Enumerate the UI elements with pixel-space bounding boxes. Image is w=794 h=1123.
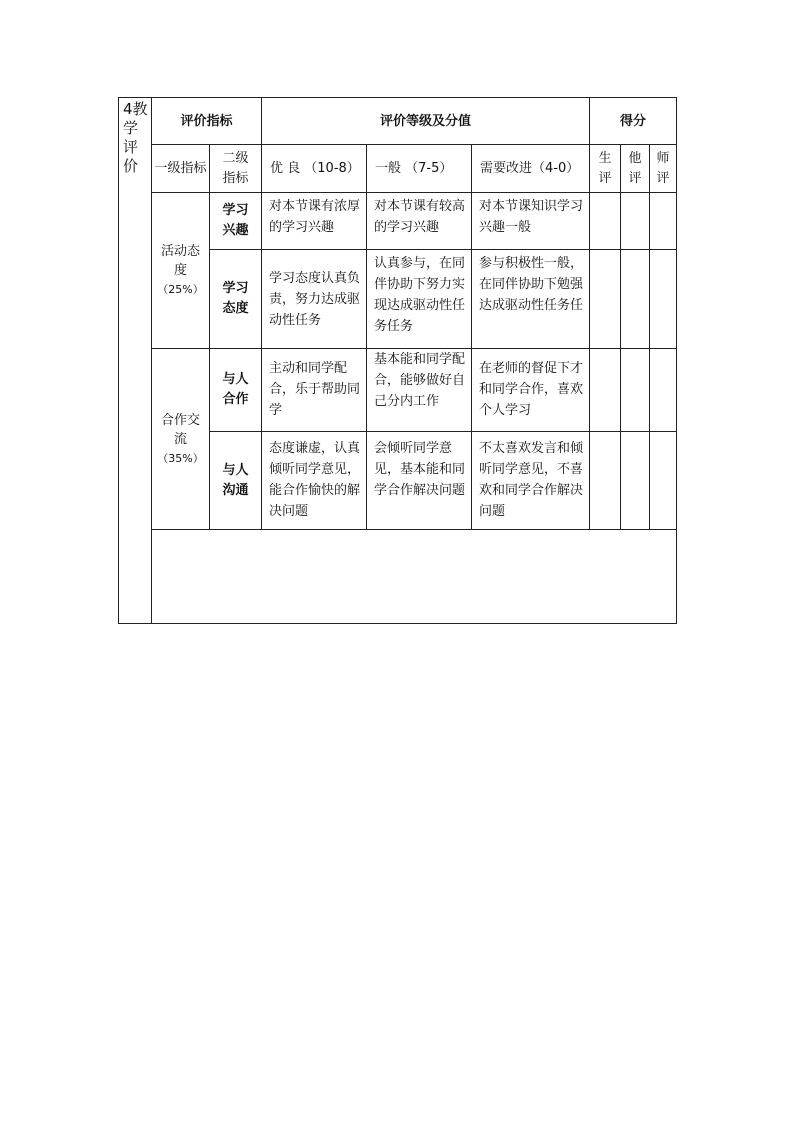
average-desc: 对本节课有较高的学习兴趣 — [367, 193, 472, 250]
peer-eval-text: 他评 — [628, 150, 642, 186]
first-indicator-activity — [152, 193, 210, 349]
evaluation-table — [118, 97, 677, 624]
table-row — [119, 193, 677, 250]
second-indicator-text: 与人沟通 — [222, 462, 249, 498]
improve-desc: 对本节课知识学习兴趣一般 — [472, 193, 590, 250]
teacher-score-cell[interactable] — [650, 193, 677, 250]
self-score-cell[interactable] — [590, 432, 621, 530]
empty-cell — [152, 530, 677, 624]
improve-desc: 不太喜欢发言和倾听同学意见，不喜欢和同学合作解决问题 — [472, 432, 590, 530]
self-score-cell[interactable] — [590, 349, 621, 432]
teacher-score-cell[interactable] — [650, 432, 677, 530]
second-indicator-text: 与人合作 — [222, 372, 249, 407]
teacher-score-cell[interactable] — [650, 250, 677, 349]
excellent-desc: 学习态度认真负责，努力达成驱动性任务 — [262, 250, 367, 349]
self-eval-header — [590, 145, 621, 193]
average-header: 一般 （7-5） — [367, 145, 472, 193]
score-header: 得分 — [590, 98, 677, 145]
self-score-cell[interactable] — [590, 193, 621, 250]
second-indicator — [210, 432, 262, 530]
improve-desc: 参与积极性一般，在同伴协助下勉强达成驱动性任务任 — [472, 250, 590, 349]
first-indicator-name: 活动态度 — [160, 244, 200, 278]
peer-score-cell[interactable] — [621, 250, 650, 349]
indicator-header: 评价指标 — [152, 98, 262, 145]
peer-score-cell[interactable] — [621, 432, 650, 530]
average-desc: 认真参与，在同伴协助下努力实现达成驱动性任务任务 — [367, 250, 472, 349]
second-indicator — [210, 193, 262, 250]
excellent-header: 优 良 （10-8） — [262, 145, 367, 193]
excellent-desc: 对本节课有浓厚的学习兴趣 — [262, 193, 367, 250]
average-desc: 会倾听同学意见，基本能和同学合作解决问题 — [367, 432, 472, 530]
excellent-desc: 态度谦虚，认真倾听同学意见，能合作愉快的解决问题 — [262, 432, 367, 530]
average-desc: 基本能和同学配合，能够做好自己分内工作 — [367, 349, 472, 432]
first-indicator-pct: （25%） — [157, 283, 204, 296]
second-level-header — [210, 145, 262, 193]
self-eval-text: 生评 — [598, 150, 612, 186]
second-indicator — [210, 349, 262, 432]
first-indicator-name: 合作交流 — [160, 412, 200, 447]
second-level-header-text: 二级指标 — [222, 150, 249, 186]
first-indicator-pct: （35%） — [157, 451, 204, 465]
table-row — [119, 349, 677, 432]
peer-eval-header — [621, 145, 650, 193]
first-indicator-cooperation — [152, 349, 210, 530]
teacher-score-cell[interactable] — [650, 349, 677, 432]
peer-score-cell[interactable] — [621, 349, 650, 432]
improve-desc: 在老师的督促下才和同学合作，喜欢个人学习 — [472, 349, 590, 432]
second-indicator-text: 学习态度 — [222, 281, 249, 316]
second-indicator — [210, 250, 262, 349]
empty-row — [119, 530, 677, 624]
self-score-cell[interactable] — [590, 250, 621, 349]
peer-score-cell[interactable] — [621, 193, 650, 250]
improve-header: 需要改进（4-0） — [472, 145, 590, 193]
first-level-header-text: 一级指标 — [154, 160, 207, 176]
teacher-eval-text: 师评 — [656, 150, 670, 186]
teacher-eval-header — [650, 145, 677, 193]
header-row — [119, 98, 677, 145]
levels-header: 评价等级及分值 — [262, 98, 590, 145]
second-indicator-text: 学习兴趣 — [222, 203, 249, 238]
excellent-desc: 主动和同学配合，乐于帮助同学 — [262, 349, 367, 432]
side-label: 4教学评价 — [119, 98, 152, 624]
subheader-row — [119, 145, 677, 193]
first-level-header — [152, 145, 210, 193]
